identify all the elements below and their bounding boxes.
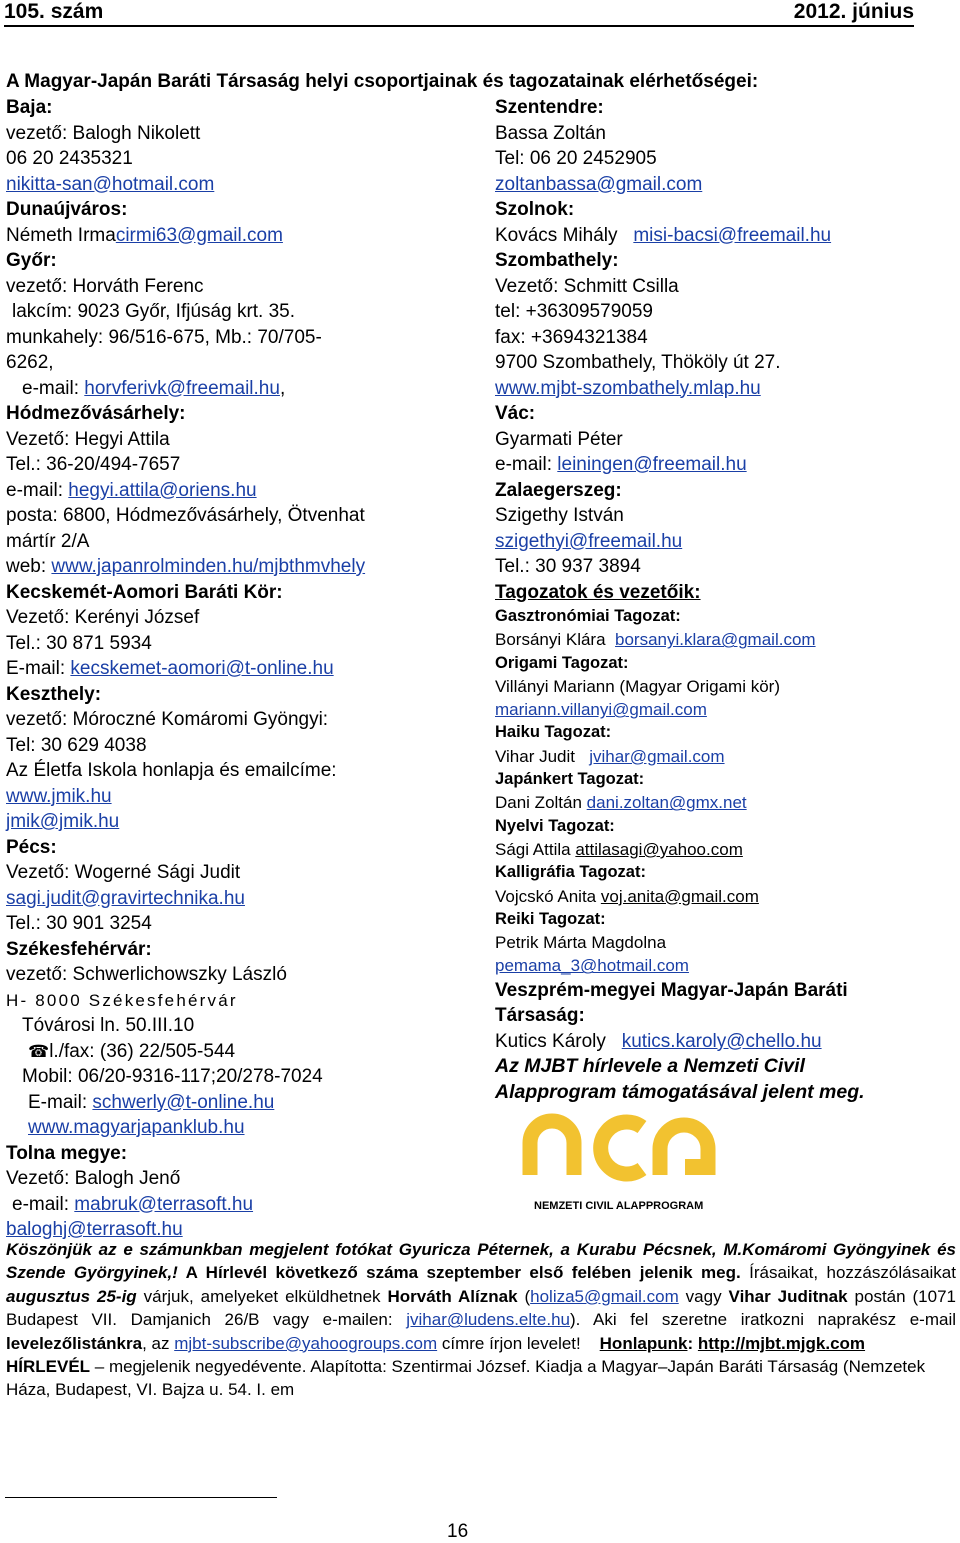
nyelvi-name: Sági Attila <box>495 839 571 859</box>
subscribe-email-link[interactable]: mjbt-subscribe@yahoogroups.com <box>174 1333 438 1353</box>
szolnok-heading: Szolnok: <box>495 199 575 220</box>
hodmezo-post-line2: mártír 2/A <box>6 530 90 552</box>
kalligrafia-heading: Kalligráfia Tagozat: <box>495 863 646 882</box>
writings-deadline: augusztus 25-ig <box>6 1286 137 1306</box>
mjbt-note-line1: Az MJBT hírlevele a Nemzeti Civil <box>495 1055 805 1078</box>
zala-name: Szigethy István <box>495 505 624 526</box>
homepage-label: Honlapunk <box>599 1333 688 1353</box>
szombathely-web-link[interactable]: www.mjbt-szombathely.mlap.hu <box>495 377 761 399</box>
reiki-name: Petrik Márta Magdolna <box>495 933 667 953</box>
dunaujvaros-name: Németh Irma <box>6 224 116 246</box>
szfvar-email-link[interactable]: schwerly@t-online.hu <box>92 1091 275 1113</box>
veszprem-email-link[interactable]: kutics.karoly@chello.hu <box>621 1030 822 1052</box>
szfvar-leader: vezető: Schwerlichowszky László <box>6 964 287 985</box>
tolna-email2-link[interactable]: baloghj@terrasoft.hu <box>6 1219 183 1240</box>
keszthely-note: Az Életfa Iskola honlapja és emailcíme: <box>6 760 337 781</box>
hodmezo-email-link[interactable]: hegyi.attila@oriens.hu <box>68 479 257 501</box>
nca-logo-graphic <box>520 1105 720 1240</box>
japankert-email-link[interactable]: dani.zoltan@gmx.net <box>586 793 747 813</box>
tolna-email-link[interactable]: mabruk@terrasoft.hu <box>74 1193 254 1215</box>
writings-person1: Horváth Alíznak <box>387 1286 518 1306</box>
vac-email-link[interactable]: leiningen@freemail.hu <box>557 454 747 475</box>
hodmezo-leader: Vezető: Hegyi Attila <box>6 428 170 450</box>
pecs-phone: Tel.: 30 901 3254 <box>6 913 152 934</box>
baja-leader: vezető: Balogh Nikolett <box>6 122 201 144</box>
szombathely-tel: tel: +36309579059 <box>495 301 653 322</box>
writings-text-a: Írásaikat, hozzászólásaikat <box>740 1263 956 1283</box>
szombathely-fax: fax: +3694321384 <box>495 326 648 348</box>
nyelvi-heading: Nyelvi Tagozat: <box>495 816 615 835</box>
vac-name: Gyarmati Péter <box>495 428 623 450</box>
haiku-heading: Haiku Tagozat: <box>495 723 612 742</box>
szombathely-leader: Vezető: Schmitt Csilla <box>495 275 679 297</box>
hodmezo-phone: Tel.: 36-20/494-7657 <box>6 454 181 475</box>
hirlevel-text: – megjelenik negyedévente. Alapította: Szentirmai József. Kiadja a Magyar–Japán Baráti Társaság (Nemzetek Háza, Budapest, VI. Bajza u. 54. I. em <box>6 1357 926 1400</box>
gastro-heading: Gasztronómiai Tagozat: <box>495 607 681 625</box>
szentendre-heading: Szentendre: <box>495 97 604 118</box>
page-number: 16 <box>447 1521 469 1542</box>
tagozatok-heading: Tagozatok és vezetőik: <box>495 581 701 603</box>
kalligrafia-name: Vojcskó Anita <box>495 886 597 906</box>
vac-email-label: e-mail: <box>495 454 558 475</box>
dunaujvaros-heading: Dunaújváros: <box>6 199 128 220</box>
hodmezo-heading: Hódmezővásárhely: <box>6 403 186 424</box>
tolna-leader: Vezető: Balogh Jenő <box>6 1168 181 1189</box>
kecskemet-email-link[interactable]: kecskemet-aomori@t-online.hu <box>70 658 334 679</box>
writings-person2: Vihar Juditnak <box>728 1286 848 1306</box>
gyor-email-suffix: , <box>279 377 286 399</box>
szfvar-heading: Székesfehérvár: <box>6 938 152 960</box>
mjbt-note-line2: Alapprogram támogatásával jelent meg. <box>495 1080 865 1103</box>
szfvar-city: H- 8000 Székesfehérvár <box>6 990 238 1010</box>
page-title: A Magyar-Japán Baráti Társaság helyi csoportjainak és tagozatainak elérhetőségei: <box>6 71 759 92</box>
szfvar-web-link[interactable]: www.magyarjapanklub.hu <box>28 1117 245 1138</box>
writings-text-c: ( <box>517 1286 531 1306</box>
szentendre-name: Bassa Zoltán <box>495 122 606 144</box>
pecs-leader: Vezető: Wogerné Sági Judit <box>6 862 241 883</box>
szfvar-mobile: Mobil: 06/20-9316-117;20/278-7024 <box>22 1066 323 1087</box>
keszthely-phone: Tel: 30 629 4038 <box>6 734 147 756</box>
gyor-address: lakcím: 9023 Győr, Ifjúság krt. 35. <box>12 301 296 322</box>
footer-paragraph-1 <box>6 1238 956 1355</box>
baja-phone: 06 20 2435321 <box>6 148 133 169</box>
haiku-email-link[interactable]: jvihar@gmail.com <box>589 746 725 766</box>
right-column <box>495 95 955 1105</box>
baja-heading: Baja: <box>6 97 53 118</box>
keszthely-email-link[interactable]: jmik@jmik.hu <box>6 811 120 832</box>
veszprem-name: Kutics Károly <box>495 1030 606 1052</box>
kecskemet-heading: Kecskemét-Aomori Baráti Kör: <box>6 581 283 603</box>
gastro-name: Borsányi Klára <box>495 630 606 650</box>
issue-number: 105. szám <box>4 0 104 23</box>
next-issue-text: A Hírlevél következő száma szeptember első felében jelenik meg. <box>177 1263 741 1283</box>
origami-heading: Origami Tagozat: <box>495 653 629 672</box>
veszprem-heading-line2: Társaság: <box>495 1005 585 1027</box>
homepage-link[interactable]: http://mjbt.mjgk.com <box>697 1333 866 1353</box>
reiki-heading: Reiki Tagozat: <box>495 909 606 928</box>
hodmezo-web-link[interactable]: www.japanrolminden.hu/mjbthmvhely <box>51 556 366 577</box>
vac-heading: Vác: <box>495 403 536 424</box>
haiku-name: Vihar Judit <box>495 746 576 766</box>
issue-date: 2012. június <box>793 0 914 23</box>
holiza-email-link[interactable]: holiza5@gmail.com <box>530 1286 679 1306</box>
szfvar-email-label: E-mail: <box>28 1091 93 1113</box>
writings-text-h: címre írjon levelet! <box>437 1333 581 1353</box>
writings-text-b: várjuk, amelyeket elküldhetnek <box>136 1286 388 1306</box>
jvihar-email-link[interactable]: jvihar@ludens.elte.hu <box>406 1310 570 1330</box>
hodmezo-email-label: e-mail: <box>6 479 69 501</box>
gyor-work-line1: munkahely: 96/516-675, Mb.: 70/705- <box>6 326 322 348</box>
gyor-email-link[interactable]: horvferivk@freemail.hu <box>84 377 280 399</box>
footer-notes <box>6 1238 956 1402</box>
zala-heading: Zalaegerszeg: <box>495 479 622 501</box>
nca-logo-caption: NEMZETI CIVIL ALAPPROGRAM <box>534 1200 704 1212</box>
gyor-email-label: e-mail: <box>22 377 85 399</box>
hodmezo-web-label: web: <box>6 556 52 577</box>
japankert-heading: Japánkert Tagozat: <box>495 770 645 789</box>
writings-list: levelezőlistánkra <box>6 1333 143 1353</box>
telephone-icon: ☎ <box>28 1041 50 1061</box>
szombathely-address: 9700 Szombathely, Thököly út 27. <box>495 352 781 373</box>
szolnok-name: Kovács Mihály <box>495 224 618 246</box>
nca-logo <box>520 1105 720 1240</box>
keszthely-leader: vezető: Móroczné Komáromi Gyöngyi: <box>6 709 329 730</box>
zala-email-link[interactable]: szigethyi@freemail.hu <box>495 530 683 552</box>
szentendre-phone: Tel: 06 20 2452905 <box>495 148 657 169</box>
baja-email-link[interactable]: nikitta-san@hotmail.com <box>6 173 215 195</box>
hirlevel-label: HÍRLEVÉL <box>6 1357 91 1377</box>
veszprem-heading-line1: Veszprém-megyei Magyar-Japán Baráti <box>495 979 848 1001</box>
nyelvi-email-link[interactable]: attilasagi@yahoo.com <box>575 839 743 859</box>
zala-phone: Tel.: 30 937 3894 <box>495 556 641 577</box>
hodmezo-post-line1: posta: 6800, Hódmezővásárhely, Ötvenhat <box>6 505 365 526</box>
pecs-email-link[interactable]: sagi.judit@gravirtechnika.hu <box>6 887 245 909</box>
kecskemet-phone: Tel.: 30 871 5934 <box>6 632 152 654</box>
dunaujvaros-email-link[interactable]: cirmi63@gmail.com <box>115 224 283 246</box>
origami-email-link[interactable]: mariann.villanyi@gmail.com <box>495 700 707 720</box>
left-column <box>6 95 486 1243</box>
footer-divider <box>5 1497 277 1498</box>
reiki-email-link[interactable]: pemama_3@hotmail.com <box>495 956 689 976</box>
thanks-text: Köszönjük az e számunkban megjelent fotókat Gyuricza Péternek, a Kurabu Pécsnek, M.Komáromi Gyöngyinek és Szende Györgyinek,! <box>6 1240 956 1283</box>
tolna-email-label: e-mail: <box>12 1193 75 1215</box>
footer-paragraph-2 <box>6 1355 956 1402</box>
writings-text-f: ). Aki fel szeretne iratkozni naprakész e-mail <box>569 1310 956 1330</box>
writings-text-g: , az <box>142 1333 175 1353</box>
szfvar-street: Tóvárosi ln. 50.III.10 <box>22 1015 195 1036</box>
homepage-separator: : <box>687 1333 698 1353</box>
origami-name: Villányi Mariann (Magyar Origami kör) <box>495 676 780 696</box>
kalligrafia-email-link[interactable]: voj.anita@gmail.com <box>600 886 759 906</box>
writings-text-e: postán (1071 Budapest VII. Damjanich 26/B vagy e-mailen: <box>6 1286 956 1330</box>
tolna-heading: Tolna megye: <box>6 1142 128 1164</box>
gyor-heading: Győr: <box>6 250 57 271</box>
gyor-leader: vezető: Horváth Ferenc <box>6 275 204 297</box>
page-header <box>4 0 914 27</box>
keszthely-heading: Keszthely: <box>6 683 102 705</box>
pecs-heading: Pécs: <box>6 836 57 858</box>
japankert-name: Dani Zoltán <box>495 793 582 813</box>
kecskemet-email-label: E-mail: <box>6 658 71 679</box>
writings-text-d: vagy <box>678 1286 729 1306</box>
szentendre-email-link[interactable]: zoltanbassa@gmail.com <box>495 173 703 195</box>
szombathely-heading: Szombathely: <box>495 250 619 271</box>
gyor-work-line2: 6262, <box>6 352 54 373</box>
szolnok-email-link[interactable]: misi-bacsi@freemail.hu <box>633 224 832 246</box>
szfvar-fax: l./fax: (36) 22/505-544 <box>49 1040 236 1062</box>
gastro-email-link[interactable]: borsanyi.klara@gmail.com <box>615 630 816 650</box>
kecskemet-leader: Vezető: Kerényi József <box>6 607 200 628</box>
keszthely-web-link[interactable]: www.jmik.hu <box>6 785 112 807</box>
